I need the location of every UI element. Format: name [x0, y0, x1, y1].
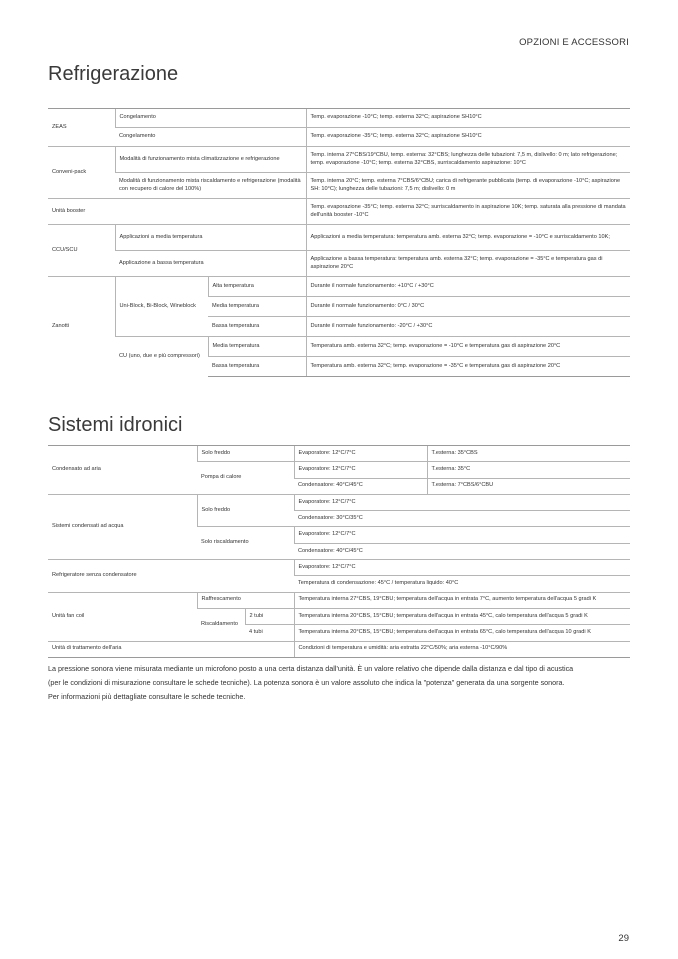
mode-cell: Raffrescamento	[197, 592, 294, 608]
system-label: Sistemi condensati ad acqua	[48, 494, 197, 559]
condition-cell: Temp. interna 20°C; temp. esterna 7°CBS/6°CBU; carica di refrigerante pubblicata (temp. di evaporazione -10°C; aspirazione SH: 10°C); lunghezza delle tubazioni: 7,5 m; dislivello: 0 m	[306, 173, 630, 199]
sistemi-idronici-title: Sistemi idronici	[48, 414, 183, 436]
product-label: Unità booster	[48, 199, 306, 225]
condition-cell: Durante il normale funzionamento: +10°C / +30°C	[306, 277, 630, 297]
footnote-line: (per le condizioni di misurazione consultare le schede tecniche). La potenza sonora è un valore assoluto che indica la "potenza" generata da una sorgente sonora.	[48, 678, 565, 687]
application-cell: Modalità di funzionamento mista riscaldamento e refrigerazione (modalità con recupero di calore del 100%)	[115, 173, 306, 199]
sistemi-idronici-table	[48, 445, 630, 658]
application-cell: Congelamento	[115, 109, 306, 128]
condition-cell: T.esterna: 35°CBS	[427, 446, 630, 462]
mode-cell: Riscaldamento	[197, 608, 245, 641]
group-label: CU (uno, due e più compressori)	[115, 337, 208, 377]
product-label: Conveni-pack	[48, 147, 115, 199]
condition-cell: T.esterna: 35°C	[427, 462, 630, 478]
condition-cell: Temperatura amb. esterna 32°C; temp. evaporazione = -10°C e temperatura gas di aspirazione 20°C	[306, 337, 630, 357]
mode-cell: Solo freddo	[197, 446, 294, 462]
condition-cell: Temperatura amb. esterna 32°C; temp. evaporazione = -35°C e temperatura gas di aspirazione 20°C	[306, 357, 630, 377]
mode-cell: Solo riscaldamento	[197, 527, 294, 560]
temperature-cell: Alta temperatura	[208, 277, 306, 297]
condition-cell: Temperatura interna 20°CBS, 15°CBU; temperatura dell'acqua in entrata 65°C, calo temperatura dell'acqua 10 gradi K	[294, 625, 630, 641]
condition-cell: Temperatura interna 27°CBS, 19°CBU; temperatura dell'acqua in entrata 7°C, aumento temperatura dell'acqua 5 gradi K	[294, 592, 630, 608]
condition-cell: Evaporatore: 12°C/7°C	[294, 462, 427, 478]
application-cell: Congelamento	[115, 128, 306, 147]
condition-cell: Temperatura di condensazione: 45°C / temperatura liquido: 40°C	[294, 576, 630, 592]
product-label: Zanotti	[48, 277, 115, 377]
product-label: ZEAS	[48, 109, 115, 147]
temperature-cell: Media temperatura	[208, 337, 306, 357]
application-cell: Modalità di funzionamento mista climatizzazione e refrigerazione	[115, 147, 306, 173]
refrigerazione-table	[48, 108, 630, 377]
pipes-cell: 2 tubi	[245, 608, 294, 624]
system-label: Refrigeratore senza condensatore	[48, 560, 294, 593]
page-number: 29	[618, 933, 629, 944]
footnote-line: Per informazioni più dettagliate consultare le schede tecniche.	[48, 692, 246, 701]
table-row	[48, 147, 630, 173]
condition-cell: Condensatore: 40°C/45°C	[294, 478, 427, 494]
condition-cell: Evaporatore: 12°C/7°C	[294, 494, 630, 510]
condition-cell: Durante il normale funzionamento: -20°C / +30°C	[306, 317, 630, 337]
product-label: CCU/SCU	[48, 225, 115, 277]
mode-cell: Pompa di calore	[197, 462, 294, 495]
system-label: Condensato ad aria	[48, 446, 197, 495]
condition-cell: Applicazioni a media temperatura: temperatura amb. esterna 32°C; temp. evaporazione = -10°C e surriscaldamento 10K;	[306, 225, 630, 251]
condition-cell: Evaporatore: 12°C/7°C	[294, 560, 630, 576]
table-row	[48, 251, 630, 277]
condition-cell: Temp. evaporazione -10°C; temp. esterna 32°C; aspirazione SH10°C	[306, 109, 630, 128]
table-row	[48, 277, 630, 297]
condition-cell: Temp. evaporazione -35°C; temp. esterna 32°C; aspirazione SH10°C	[306, 128, 630, 147]
condition-cell: Evaporatore: 12°C/7°C	[294, 446, 427, 462]
mode-cell: Solo freddo	[197, 494, 294, 527]
application-cell: Applicazione a bassa temperatura	[115, 251, 306, 277]
application-cell: Applicazioni a media temperatura	[115, 225, 306, 251]
condition-cell: Temperatura interna 20°CBS, 15°CBU; temperatura dell'acqua in entrata 45°C, calo temperatura dell'acqua 5 gradi K	[294, 608, 630, 624]
table-row	[48, 592, 630, 608]
system-label: Unità di trattamento dell'aria	[48, 641, 294, 657]
condition-cell: Condensatore: 40°C/45°C	[294, 543, 630, 559]
section-header-label: OPZIONI E ACCESSORI	[519, 37, 629, 48]
refrigerazione-title: Refrigerazione	[48, 63, 179, 85]
condition-cell: Temp. evaporazione -35°C; temp. esterna 32°C; surriscaldamento in aspirazione 10K; temp. saturata alla pressione di mandata dell'unità booster -10°C	[306, 199, 630, 225]
table-row	[48, 560, 630, 576]
group-label: Uni-Block, Bi-Block, Wineblock	[115, 277, 208, 337]
footnotes	[48, 662, 630, 704]
condition-cell: Condizioni di temperatura e umidità: aria estratta 22°C/50%; aria esterna -10°C/90%	[294, 641, 630, 657]
condition-cell: T.esterna: 7°CBS/6°CBU	[427, 478, 630, 494]
table-row	[48, 109, 630, 128]
condition-cell: Durante il normale funzionamento: 0°C / 30°C	[306, 297, 630, 317]
condition-cell: Condensatore: 30°C/35°C	[294, 511, 630, 527]
table-row	[48, 641, 630, 657]
footnote-line: La pressione sonora viene misurata mediante un microfono posto a una certa distanza dall'unità. È un valore relativo che dipende dalla distanza e dal tipo di acustica	[48, 664, 574, 673]
condition-cell: Evaporatore: 12°C/7°C	[294, 527, 630, 543]
table-row	[48, 173, 630, 199]
temperature-cell: Bassa temperatura	[208, 317, 306, 337]
pipes-cell: 4 tubi	[245, 625, 294, 641]
table-row	[48, 446, 630, 462]
temperature-cell: Bassa temperatura	[208, 357, 306, 377]
table-row	[48, 337, 630, 357]
table-row	[48, 199, 630, 225]
condition-cell: Temp. interna 27°CBS/19°CBU, temp. esterna: 32°CBS; lunghezza delle tubazioni: 7,5 m, dislivello: 0 m; lato refrigerazione; temp. evaporazione -10°C; temp. esterna 32°CBS, surriscaldamento aspirazione: 10°C	[306, 147, 630, 173]
table-row	[48, 128, 630, 147]
table-row	[48, 225, 630, 251]
system-label: Unità fan coil	[48, 592, 197, 641]
temperature-cell: Media temperatura	[208, 297, 306, 317]
table-row	[48, 494, 630, 510]
condition-cell: Applicazione a bassa temperatura: temperatura amb. esterna 32°C; temp. evaporazione = -35°C e temperatura gas di aspirazione 20°C	[306, 251, 630, 277]
